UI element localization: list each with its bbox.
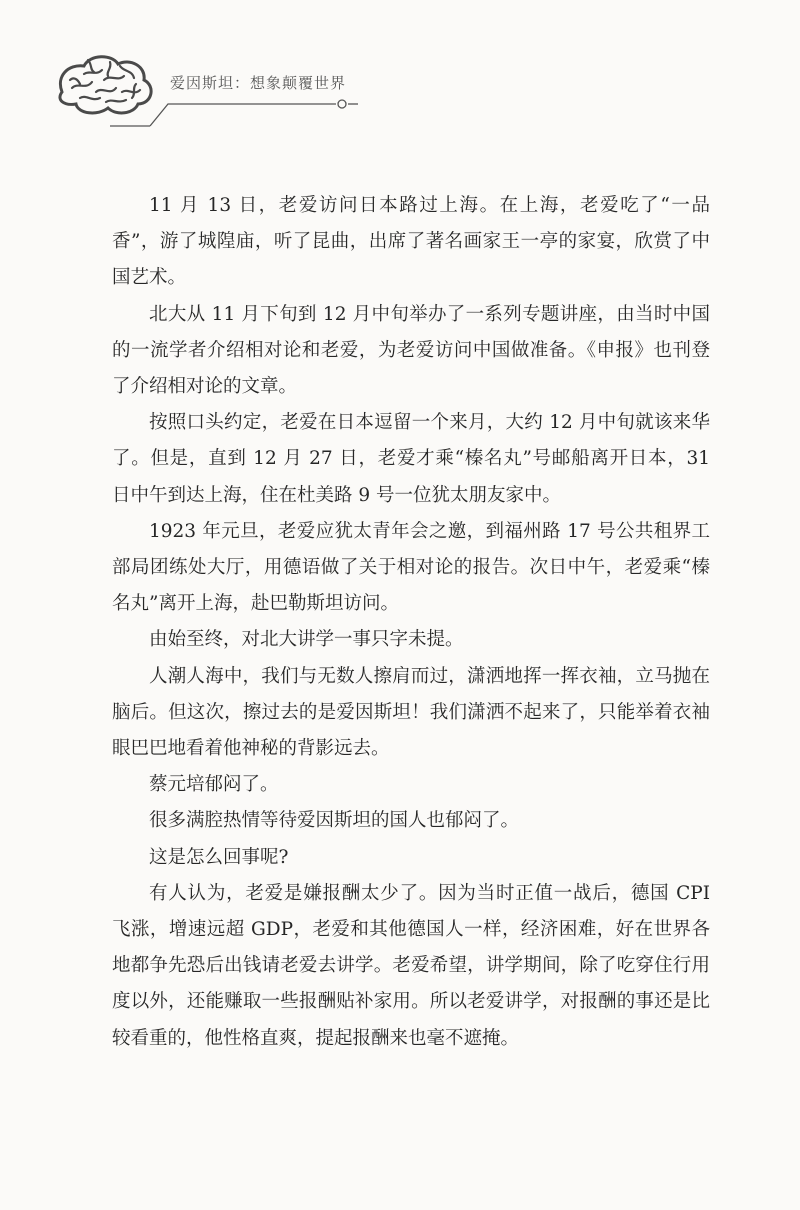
paragraph: 11 月 13 日，老爱访问日本路过上海。在上海，老爱吃了“一品香”，游了城隍庙，听了昆曲，出席了著名画家王一亭的家宴，欣赏了中国艺术。 xyxy=(112,195,710,289)
paragraph: 由始至终，对北大讲学一事只字未提。 xyxy=(149,629,464,651)
paragraph: 有人认为，老爱是嫌报酬太少了。因为当时正值一战后，德国 CPI 飞涨，增速远超 GDP，老爱和其他德国人一样，经济困难，好在世界各地都争先恐后出钱请老爱去讲学。老爱希望，讲学期间，除了吃穿住行用度以外，还能赚取一些报酬贴补家用。所以老爱讲学，对报酬的事还是比较看重的，他性格直爽，提起报酬来也毫不遮掩。 xyxy=(112,882,710,1049)
paragraph: 北大从 11 月下旬到 12 月中旬举办了一系列专题讲座，由当时中国的一流学者介绍相对论和老爱，为老爱访问中国做准备。《申报》也刊登了介绍相对论的文章。 xyxy=(112,303,710,398)
body-text xyxy=(112,188,710,1057)
page-header xyxy=(0,0,800,150)
paragraph: 很多满腔热情等待爱因斯坦的国人也郁闷了。 xyxy=(149,810,520,832)
paragraph: 人潮人海中，我们与无数人擦肩而过，潇洒地挥一挥衣袖，立马抛在脑后。但这次，擦过去的是爱因斯坦！我们潇洒不起来了，只能举着衣袖眼巴巴地看着他神秘的背影远去。 xyxy=(112,665,710,760)
paragraph: 1923 年元旦，老爱应犹太青年会之邀，到福州路 17 号公共租界工部局团练处大厅，用德语做了关于相对论的报告。次日中午，老爱乘“榛名丸”离开上海，赴巴勒斯坦访问。 xyxy=(112,520,710,615)
paragraph: 蔡元培郁闷了。 xyxy=(149,774,279,796)
brain-icon xyxy=(0,0,800,150)
paragraph: 这是怎么回事呢? xyxy=(149,846,289,868)
header-title: 爱因斯坦：想象颠覆世界 xyxy=(170,74,347,92)
paragraph: 按照口头约定，老爱在日本逗留一个来月，大约 12 月中旬就该来华了。但是，直到 12 月 27 日，老爱才乘“榛名丸”号邮船离开日本，31 日中午到达上海，住在杜美路 9 号一位犹太朋友家中。 xyxy=(112,412,710,506)
